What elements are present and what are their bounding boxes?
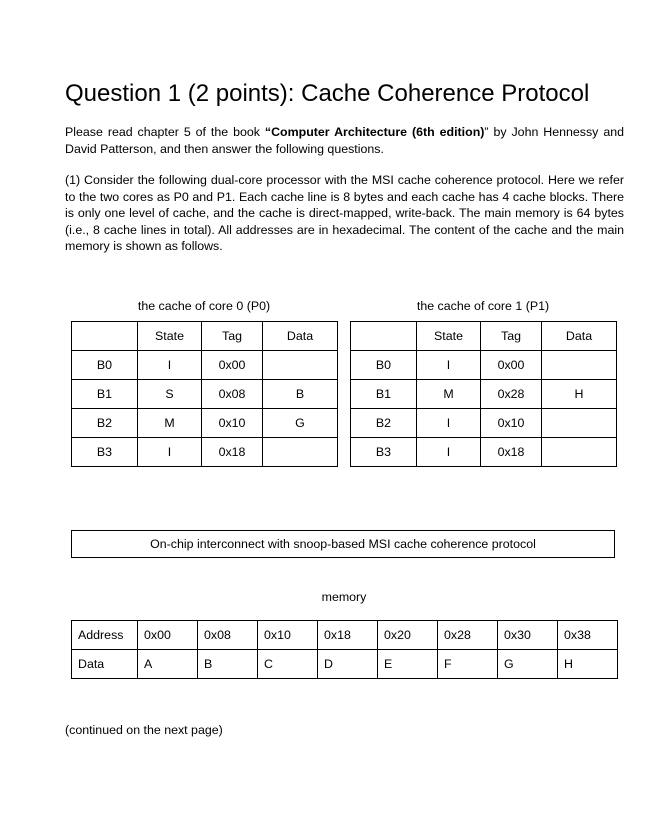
data-cell [542,438,617,467]
address-cell: 0x00 [138,621,198,650]
table-header-row [72,322,338,351]
data-cell: B [198,650,258,679]
block-label: B0 [351,351,417,380]
continued-note: (continued on the next page) [65,723,223,737]
data-row [72,650,618,679]
cache-p1-table [350,321,617,467]
tag-cell: 0x08 [202,380,263,409]
tag-cell: 0x10 [202,409,263,438]
address-cell: 0x10 [258,621,318,650]
data-cell: G [498,650,558,679]
data-cell: B [263,380,338,409]
data-cell [263,438,338,467]
address-cell: 0x20 [378,621,438,650]
table-header-cell: State [138,322,202,351]
cache-p0-table [71,321,338,467]
tag-cell: 0x00 [202,351,263,380]
interconnect-box: On-chip interconnect with snoop-based MSI cache coherence protocol [71,530,615,558]
problem-paragraph: (1) Consider the following dual-core processor with the MSI cache coherence protocol. Here we refer to the two cores as P0 and P1. Each cache line is 8 bytes and each cache has 4 cache blocks. There is only one level of cache, and the cache is direct-mapped, write-back. The main memory is 64 bytes (i.e., 8 cache lines in total). All addresses are in hexadecimal. The content of the cache and the main memory is shown as follows. [65,173,624,254]
block-label: B1 [72,380,138,409]
table-header-cell [351,322,417,351]
data-cell [263,351,338,380]
block-label: B2 [72,409,138,438]
address-label: Address [72,621,138,650]
address-cell: 0x28 [438,621,498,650]
block-label: B0 [72,351,138,380]
data-cell: A [138,650,198,679]
table-row [351,380,617,409]
address-cell: 0x38 [558,621,618,650]
table-header-cell: State [417,322,481,351]
tag-cell: 0x10 [481,409,542,438]
intro-suffix: ” by John Hennessy and David Patterson, and then answer the following questions. [65,125,624,156]
state-cell: I [417,351,481,380]
data-cell [542,351,617,380]
tag-cell: 0x00 [481,351,542,380]
address-cell: 0x18 [318,621,378,650]
tag-cell: 0x28 [481,380,542,409]
table-header-row [351,322,617,351]
state-cell: I [138,438,202,467]
state-cell: M [138,409,202,438]
data-cell: H [542,380,617,409]
cache-p0-caption: the cache of core 0 (P0) [137,299,271,313]
data-cell: D [318,650,378,679]
table-header-cell [72,322,138,351]
intro-prefix: Please read chapter 5 of the book [65,125,265,139]
cache-p1-caption: the cache of core 1 (P1) [416,299,550,313]
table-header-cell: Data [263,322,338,351]
address-row [72,621,618,650]
address-cell: 0x08 [198,621,258,650]
data-cell [542,409,617,438]
block-label: B1 [351,380,417,409]
table-row [351,409,617,438]
data-cell: G [263,409,338,438]
book-title: “Computer Architecture (6th edition) [264,125,485,139]
block-label: B3 [72,438,138,467]
table-row [72,409,338,438]
memory-table [71,620,618,679]
data-label: Data [72,650,138,679]
table-row [351,351,617,380]
tag-cell: 0x18 [202,438,263,467]
table-header-cell: Tag [481,322,542,351]
data-cell: C [258,650,318,679]
intro-paragraph [65,124,624,157]
block-label: B3 [351,438,417,467]
memory-caption: memory [321,590,367,604]
address-cell: 0x30 [498,621,558,650]
state-cell: S [138,380,202,409]
block-label: B2 [351,409,417,438]
table-header-cell: Data [542,322,617,351]
state-cell: I [138,351,202,380]
data-cell: E [378,650,438,679]
tag-cell: 0x18 [481,438,542,467]
data-cell: F [438,650,498,679]
table-row [72,380,338,409]
state-cell: I [417,438,481,467]
state-cell: I [417,409,481,438]
table-row [72,351,338,380]
table-header-cell: Tag [202,322,263,351]
table-row [72,438,338,467]
data-cell: H [558,650,618,679]
table-row [351,438,617,467]
question-title: Question 1 (2 points): Cache Coherence Protocol [65,80,590,107]
state-cell: M [417,380,481,409]
